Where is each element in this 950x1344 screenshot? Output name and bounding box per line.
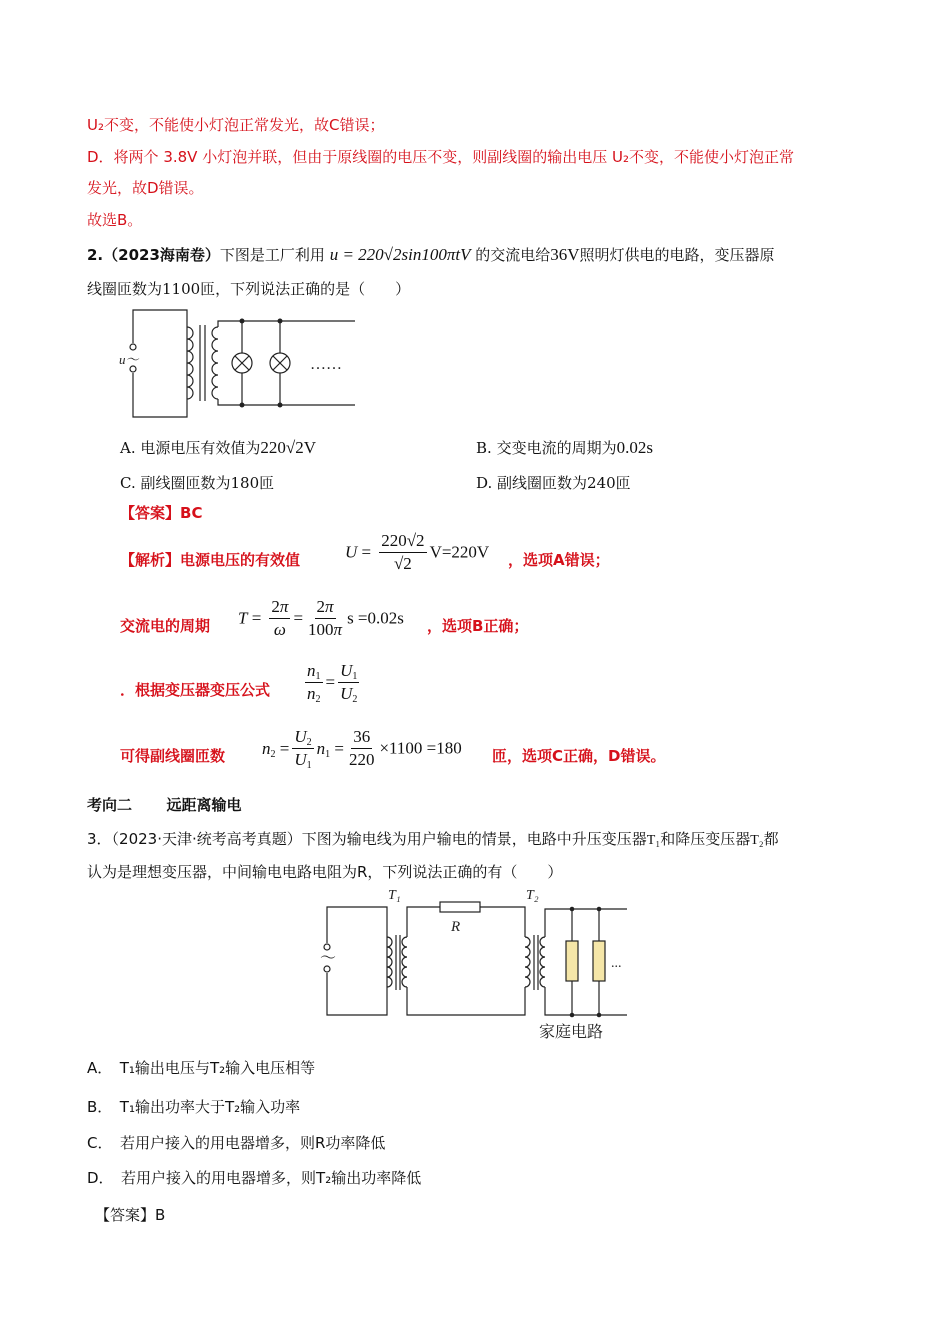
q3-figure-dots: ... [611,956,622,971]
q2-text-c: 照明灯供电的电路，变压器原 [579,246,775,264]
q3-option-a[interactable]: A． T₁输出电压与T₂输入电压相等 [87,1059,316,1077]
q2-option-b[interactable] [476,438,653,458]
q3-t1: T₁ [646,833,661,848]
q3-figure-r-label: R [451,919,461,935]
q3-figure-caption: 家庭电路 [539,1022,604,1041]
q3-text-a: 下图为输电线为用户输电的情景，电路中升压变压器 [301,830,647,848]
q2-analysis-4-formula: $n_2$ = $\frac{U_2}{U_1}$ $n_1$ = $\frac{36}{220}$ ×1100 =180 [262,727,462,771]
q2-analysis-2-formula: T = $\frac{2\pi}{\omega}$ = $\frac{2\pi}{100\pi}$ s =0.02s [238,597,404,639]
q2-text-a: 下图是工厂利用 [219,246,325,264]
q2-stem-line-1 [87,245,775,265]
q2-option-b-letter: B. [476,439,492,457]
q2-analysis-4-result: 匝，选项C正确，D错误。 [492,747,666,765]
q2-option-d-letter: D. [476,474,493,492]
q2-analysis-2-result: ，选项B正确； [427,617,529,635]
section-heading [87,795,242,815]
q2-voltage: 36V [550,245,580,264]
q2-figure-u-label: u～ [119,352,139,367]
prev-solution-line-4: 故选B。 [87,211,143,229]
q3-option-c[interactable]: C． 若用户接入的用电器增多，则R功率降低 [87,1134,386,1152]
q3-stem-line-2: 认为是理想变压器，中间输电电路电阻为R，下列说法正确的有（ ） [87,863,563,881]
q2-option-b-text: 交变电流的周期为 [496,439,617,457]
q3-stem-line-1 [87,829,779,851]
q2-answer [120,503,202,523]
q2-analysis-3-formula: $\frac{n_1}{n_2}$ = $\frac{U_1}{U_2}$ [307,661,358,705]
q2-analysis-1 [120,550,300,570]
q2-analysis-4-text: 可得副线圈匝数 [120,747,226,765]
q2-option-a-math: 220√2V [260,438,317,457]
q2-option-a-letter: A. [120,439,136,457]
q2-option-c[interactable] [120,473,274,493]
q2-option-d-text: 副线圈匝数为240匝 [497,474,631,492]
q2-analysis-2-text: 交流电的周期 [120,617,211,635]
q3-t2: T₂ [750,833,764,848]
q3-answer-tag: 【答案】 [95,1206,156,1224]
q2-option-c-letter: C. [120,474,136,492]
q2-answer-tag: 【答案】 [120,504,181,522]
q3-figure-ac-symbol: ～ [320,950,337,967]
q2-option-d[interactable] [476,473,631,493]
q2-circuit-figure [115,305,365,420]
q3-source: （2023·天津·统考高考真题） [111,830,302,848]
q2-analysis-1-text: 电源电压的有效值 [180,551,301,569]
q3-text-b: 和降压变压器 [660,830,751,848]
section-label: 考向二 [87,796,133,814]
prev-solution-line-3: 发光，故D错误。 [87,179,204,197]
q2-figure-dots: …… [310,356,342,373]
q2-answer-value: BC [180,504,203,522]
q2-option-b-math: 0.02s [616,438,653,457]
q2-formula: u = 220√2sin100πtV [329,245,471,264]
q3-figure-t2-label: T₂ [526,888,539,903]
q2-option-a[interactable] [120,438,316,458]
q2-option-c-text: 副线圈匝数为180匝 [140,474,275,492]
q2-stem-line-2: 线圈匝数为1100匝，下列说法正确的是（ ） [87,280,411,298]
section-title: 远距离输电 [166,796,242,814]
q3-figure-t1-label: T₁ [388,888,401,903]
q2-text-b: 的交流电给 [475,246,551,264]
q3-answer-value: B [155,1206,166,1224]
q2-analysis-1-result: ，选项A错误； [508,551,610,569]
q2-option-a-text: 电源电压有效值为 [140,439,261,457]
q2-analysis-1-formula: U = $\frac{220√2}{√2}$ V=220V [345,531,490,573]
prev-solution-line-2: D．将两个 3.8V 小灯泡并联，但由于原线圈的电压不变，则副线圈的输出电压 U₂不变，不能使小灯泡正常 [87,148,794,166]
q3-option-d[interactable]: D． 若用户接入的用电器增多，则T₂输出功率降低 [87,1169,422,1187]
q2-source: （2023海南卷） [103,246,220,264]
q3-answer [95,1205,165,1225]
q2-analysis-tag: 【解析】 [120,551,181,569]
prev-solution-line-1: U₂不变，不能使小灯泡正常发光，故C错误； [87,116,385,134]
q3-circuit-figure [315,885,635,1045]
q3-option-b[interactable]: B． T₁输出功率大于T₂输入功率 [87,1098,301,1116]
q2-analysis-3-text: ．根据变压器变压公式 [120,681,271,699]
q3-number: 3． [87,830,112,848]
q3-text-c: 都 [763,830,779,848]
q2-number: 2. [87,246,104,264]
